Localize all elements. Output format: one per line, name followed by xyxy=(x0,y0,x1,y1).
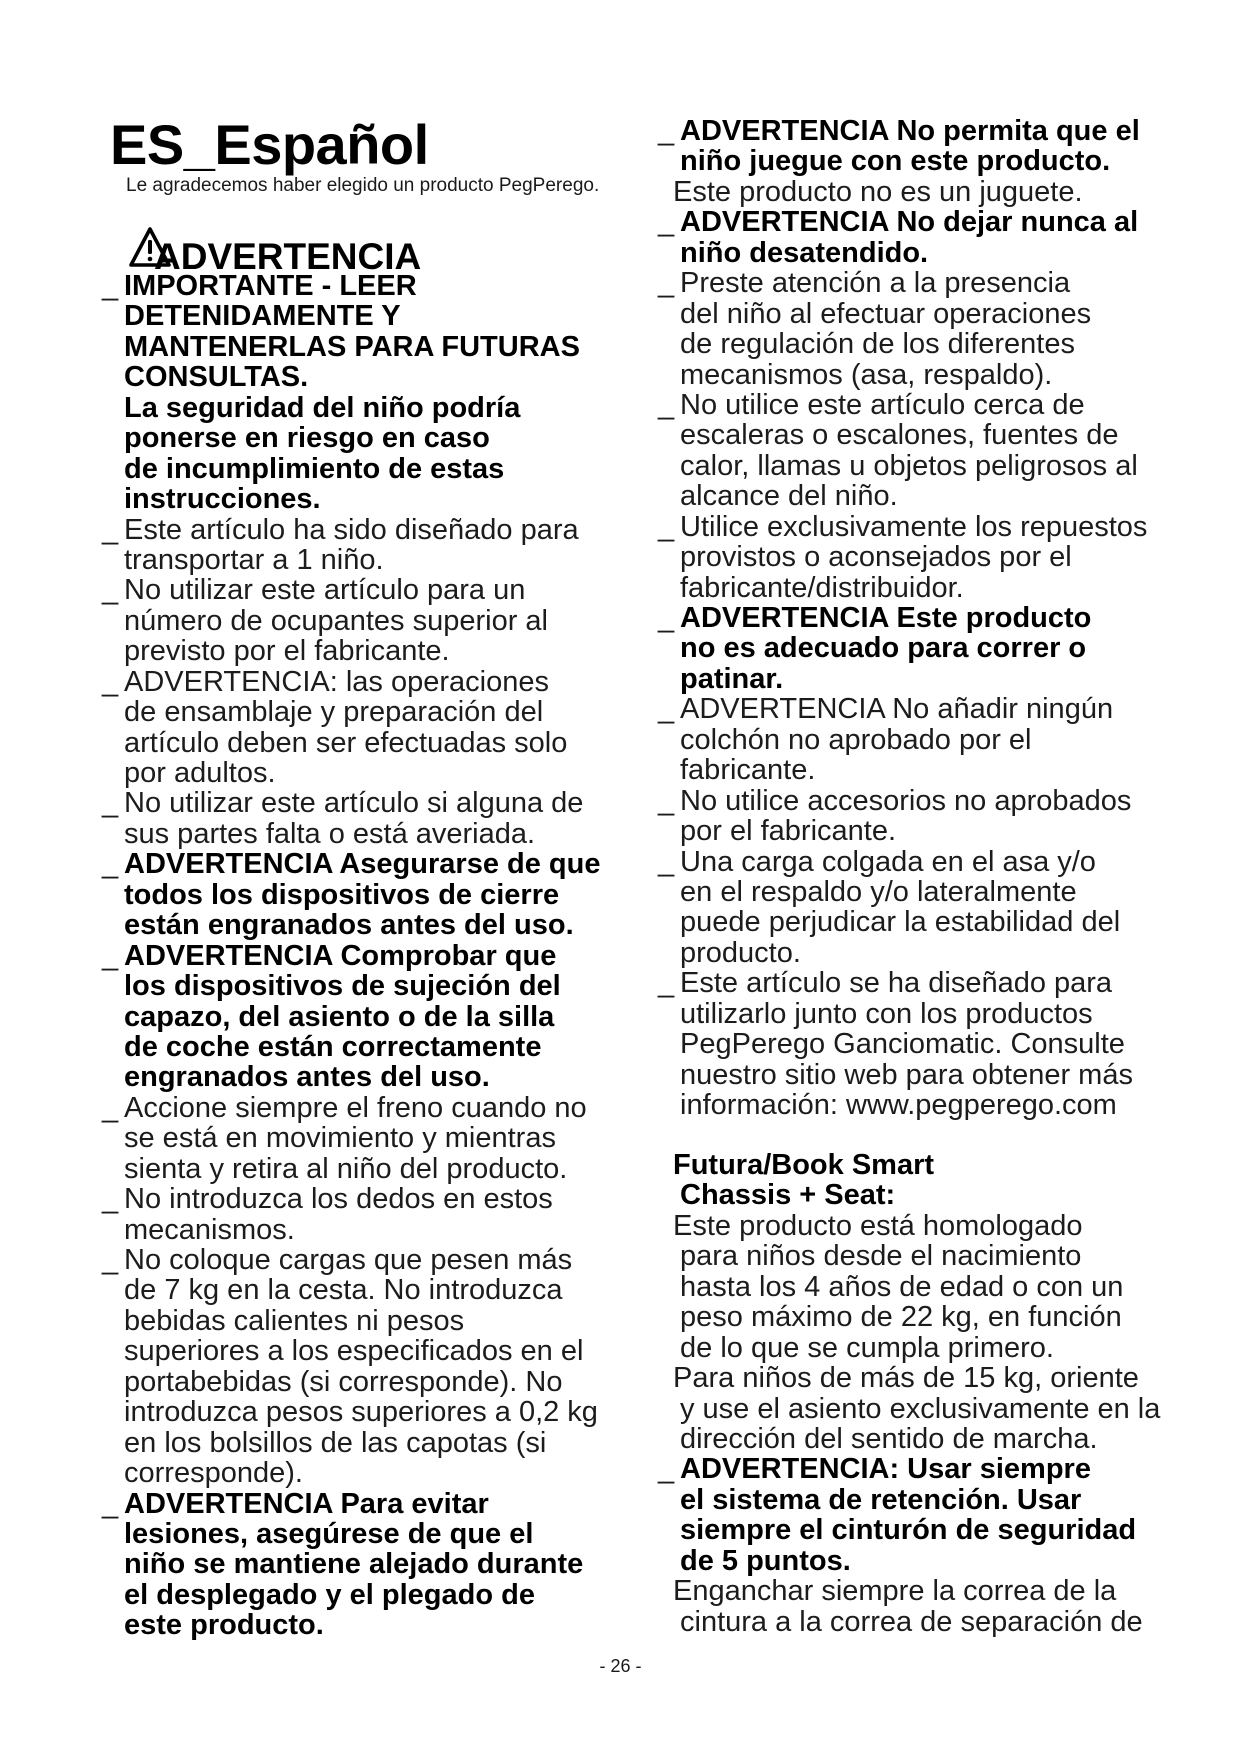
line-text: ADVERTENCIA No añadir ningún xyxy=(680,693,1114,726)
text-line xyxy=(680,1029,1220,1059)
instruction-item xyxy=(658,967,1220,1121)
line-text: número de ocupantes superior al xyxy=(124,604,548,637)
text-line xyxy=(680,816,1220,846)
text-line xyxy=(102,513,624,546)
bullet-mark: _ xyxy=(658,1453,675,1486)
text-line xyxy=(673,177,1220,207)
line-text: en el respaldo y/o lateralmente xyxy=(680,875,1077,908)
line-text: ADVERTENCIA No permita que el xyxy=(680,115,1140,147)
bullet-mark: _ xyxy=(658,510,675,543)
warning-heading xyxy=(128,226,438,277)
bullet-mark: _ xyxy=(102,848,119,881)
text-line xyxy=(124,1336,624,1366)
bullet-mark: _ xyxy=(658,967,675,1000)
instruction-item xyxy=(102,665,624,789)
line-text: bebidas calientes ni pesos xyxy=(124,1304,465,1337)
line-text: ponerse en riesgo en caso xyxy=(124,422,490,455)
paragraph xyxy=(673,1209,1220,1364)
text-line xyxy=(102,665,624,698)
text-line xyxy=(680,1060,1220,1090)
instruction-item xyxy=(658,1453,1220,1577)
product-section xyxy=(658,1149,1220,1638)
text-line xyxy=(124,1458,624,1488)
text-line xyxy=(680,1546,1220,1576)
line-text: lesiones, asegúrese de que el xyxy=(124,1517,534,1550)
text-line xyxy=(680,1302,1220,1332)
text-line xyxy=(658,784,1220,817)
text-line xyxy=(124,971,624,1001)
bullet-mark: _ xyxy=(102,665,119,698)
text-line xyxy=(680,481,1220,511)
line-text: superiores a los especificados en el xyxy=(124,1335,584,1368)
line-text: este producto. xyxy=(124,1609,324,1642)
text-line xyxy=(124,606,624,636)
line-text: Utilice exclusivamente los repuestos xyxy=(680,510,1148,543)
bullet-mark: _ xyxy=(658,206,675,239)
text-line xyxy=(124,1275,624,1305)
text-line xyxy=(658,693,1220,726)
text-line xyxy=(658,115,1220,147)
page-subtitle: Le agradecemos haber elegido un producto PegPerego. xyxy=(126,175,600,196)
line-text: para niños desde el nacimiento xyxy=(680,1240,1082,1273)
text-line xyxy=(680,938,1220,968)
line-text: mecanismos. xyxy=(124,1213,295,1246)
line-text: de coche están correctamente xyxy=(124,1030,542,1063)
line-text: Para niños de más de 15 kg, oriente xyxy=(673,1362,1139,1395)
bullet-mark: _ xyxy=(658,784,675,817)
text-line xyxy=(124,1580,624,1610)
line-text: puede perjudicar la estabilidad del xyxy=(680,906,1121,939)
text-line xyxy=(124,1215,624,1245)
text-line xyxy=(680,1515,1220,1545)
line-text: niño juegue con este producto. xyxy=(680,145,1111,178)
text-line xyxy=(124,454,624,484)
line-text: previsto por el fabricante. xyxy=(124,635,450,668)
text-line xyxy=(102,1244,624,1276)
text-line xyxy=(680,360,1220,390)
line-text: introduzca pesos superiores a 0,2 kg xyxy=(124,1396,598,1429)
line-text: mecanismos (asa, respaldo). xyxy=(680,358,1053,391)
text-line xyxy=(124,332,624,362)
text-line xyxy=(680,573,1220,603)
line-text: el desplegado y el plegado de xyxy=(124,1578,535,1611)
line-text: Chassis + Seat: xyxy=(680,1179,896,1212)
page-title: ES_Español xyxy=(110,113,429,176)
instruction-item xyxy=(102,848,624,942)
line-text: La seguridad del niño podría xyxy=(124,391,521,424)
text-line xyxy=(124,484,624,514)
line-text: y use el asiento exclusivamente en la xyxy=(680,1392,1161,1425)
line-text: ADVERTENCIA: las operaciones xyxy=(124,665,549,698)
text-line xyxy=(680,877,1220,907)
text-line xyxy=(124,1610,624,1640)
line-text: están engranados antes del uso. xyxy=(124,909,574,942)
text-line xyxy=(658,267,1220,300)
line-text: fabricante. xyxy=(680,754,816,787)
text-line xyxy=(124,423,624,453)
text-line xyxy=(658,510,1220,543)
line-text: de lo que se cumpla primero. xyxy=(680,1331,1054,1364)
line-text: Este producto no es un juguete. xyxy=(673,175,1083,208)
paragraph xyxy=(673,1362,1220,1455)
text-line xyxy=(124,301,624,331)
instruction-item xyxy=(102,574,624,668)
text-line xyxy=(102,939,624,972)
line-text: Preste atención a la presencia xyxy=(680,267,1071,300)
line-text: colchón no aprobado por el xyxy=(680,723,1032,756)
line-text: información: www.pegperego.com xyxy=(680,1089,1117,1121)
text-line xyxy=(673,1363,1220,1393)
text-line xyxy=(124,697,624,727)
instruction-item xyxy=(658,115,1220,178)
left-column xyxy=(102,270,624,1642)
text-line xyxy=(680,329,1220,359)
text-line xyxy=(124,1519,624,1549)
text-line xyxy=(124,545,624,575)
line-text: CONSULTAS. xyxy=(124,361,309,394)
instruction-item xyxy=(658,267,1220,391)
text-line xyxy=(680,146,1220,176)
instruction-item xyxy=(102,787,624,850)
section-heading xyxy=(673,1149,1220,1212)
line-text: fabricante/distribuidor. xyxy=(680,571,964,604)
text-line xyxy=(680,420,1220,450)
line-text: utilizarlo junto con los productos xyxy=(680,997,1093,1030)
line-text: portabebidas (si corresponde). No xyxy=(124,1365,563,1398)
text-line xyxy=(680,299,1220,329)
text-line xyxy=(658,206,1220,239)
text-line xyxy=(673,1211,1220,1241)
bullet-mark: _ xyxy=(102,1183,119,1216)
text-line xyxy=(680,1607,1220,1637)
text-line xyxy=(124,362,624,392)
text-line xyxy=(673,1576,1220,1606)
text-line xyxy=(102,1091,624,1124)
text-line xyxy=(102,1487,624,1520)
text-line xyxy=(102,848,624,881)
text-line xyxy=(680,1241,1220,1271)
instruction-item xyxy=(658,602,1220,695)
bullet-mark: _ xyxy=(102,1487,119,1520)
text-line xyxy=(124,728,624,758)
text-line xyxy=(680,542,1220,572)
text-line xyxy=(680,1485,1220,1515)
text-line xyxy=(680,451,1220,481)
line-text: capazo, del asiento o de la silla xyxy=(124,1000,555,1033)
line-text: No utilice este artículo cerca de xyxy=(680,388,1085,421)
line-text: los dispositivos de sujeción del xyxy=(124,970,561,1003)
instruction-item xyxy=(658,510,1220,604)
paragraph xyxy=(673,175,1220,208)
warning-heading-label: ADVERTENCIA xyxy=(154,236,422,277)
line-text: por adultos. xyxy=(124,757,276,789)
instruction-item xyxy=(658,693,1220,787)
line-text: MANTENERLAS PARA FUTURAS xyxy=(124,330,580,363)
text-line xyxy=(680,238,1220,268)
line-text: No coloque cargas que pesen más xyxy=(124,1244,573,1276)
line-text: ADVERTENCIA Asegurarse de que xyxy=(124,848,601,881)
line-text: IMPORTANTE - LEER xyxy=(124,270,417,302)
text-line xyxy=(124,910,624,940)
line-text: patinar. xyxy=(680,662,784,695)
line-text: alcance del niño. xyxy=(680,480,898,513)
line-text: de 7 kg en la cesta. No introduzca xyxy=(124,1274,563,1307)
line-text: No utilizar este artículo si alguna de xyxy=(124,787,584,820)
bullet-mark: _ xyxy=(102,270,119,302)
line-text: ADVERTENCIA Comprobar que xyxy=(124,939,557,972)
line-text: transportar a 1 niño. xyxy=(124,543,384,576)
line-text: cintura a la correa de separación de xyxy=(680,1605,1143,1638)
line-text: siempre el cinturón de seguridad xyxy=(680,1514,1137,1547)
text-line xyxy=(673,1150,1220,1180)
bullet-mark: _ xyxy=(102,513,119,546)
text-line xyxy=(680,664,1220,694)
line-text: todos los dispositivos de cierre xyxy=(124,878,560,911)
line-text: DETENIDAMENTE Y xyxy=(124,300,401,333)
line-text: No utilice accesorios no aprobados xyxy=(680,784,1132,817)
line-text: se está en movimiento y mientras xyxy=(124,1122,556,1155)
text-line xyxy=(102,787,624,820)
bullet-mark: _ xyxy=(102,1244,119,1276)
line-text: No introduzca los dedos en estos xyxy=(124,1183,553,1216)
line-text: provistos o aconsejados por el xyxy=(680,541,1072,574)
line-text: Este producto está homologado xyxy=(673,1209,1083,1242)
instruction-item xyxy=(102,513,624,576)
text-line xyxy=(680,1090,1220,1120)
line-text: ADVERTENCIA Para evitar xyxy=(124,1487,489,1520)
page-number: - 26 - xyxy=(599,1656,642,1676)
line-text: Futura/Book Smart xyxy=(673,1149,935,1181)
line-text: producto. xyxy=(680,936,801,969)
text-line xyxy=(658,845,1220,878)
bullet-mark: _ xyxy=(658,845,675,878)
line-text: en los bolsillos de las capotas (si xyxy=(124,1426,547,1459)
line-text: de incumplimiento de estas xyxy=(124,452,505,485)
line-text: corresponde). xyxy=(124,1457,303,1490)
text-line xyxy=(680,1180,1220,1210)
line-text: por el fabricante. xyxy=(680,815,897,848)
line-text: de ensamblaje y preparación del xyxy=(124,696,544,729)
line-text: nuestro sitio web para obtener más xyxy=(680,1058,1133,1091)
instruction-item xyxy=(102,270,624,516)
text-line xyxy=(124,1032,624,1062)
line-text: sus partes falta o está averiada. xyxy=(124,817,536,850)
bullet-mark: _ xyxy=(102,939,119,972)
line-text: escaleras o escalones, fuentes de xyxy=(680,419,1119,452)
text-line xyxy=(124,819,624,849)
text-line xyxy=(680,725,1220,755)
instruction-item xyxy=(102,1487,624,1642)
bullet-mark: _ xyxy=(102,787,119,820)
instruction-item xyxy=(102,1244,624,1490)
text-line xyxy=(124,636,624,666)
line-text: Una carga colgada en el asa y/o xyxy=(680,845,1096,878)
text-line xyxy=(124,393,624,423)
bullet-mark: _ xyxy=(658,693,675,726)
text-line xyxy=(124,1123,624,1153)
text-line xyxy=(102,574,624,607)
line-text: calor, llamas u objetos peligrosos al xyxy=(680,449,1138,482)
line-text: peso máximo de 22 kg, en función xyxy=(680,1301,1122,1334)
text-line xyxy=(124,880,624,910)
bullet-mark: _ xyxy=(102,574,119,607)
line-text: del niño al efectuar operaciones xyxy=(680,297,1092,330)
line-text: de 5 puntos. xyxy=(680,1544,851,1577)
line-text: de regulación de los diferentes xyxy=(680,328,1075,361)
line-text: no es adecuado para correr o xyxy=(680,632,1087,665)
line-text: Accione siempre el freno cuando no xyxy=(124,1091,587,1124)
bullet-mark: _ xyxy=(102,1091,119,1124)
text-line xyxy=(102,1183,624,1216)
text-line xyxy=(658,602,1220,634)
text-line xyxy=(124,1154,624,1184)
warning-triangle-icon xyxy=(128,226,172,268)
line-text: sienta y retira al niño del producto. xyxy=(124,1152,568,1185)
text-line xyxy=(124,1306,624,1336)
line-text: engranados antes del uso. xyxy=(124,1061,490,1094)
bullet-mark: _ xyxy=(658,115,675,147)
text-line xyxy=(680,1424,1220,1454)
text-line xyxy=(658,967,1220,1000)
line-text: ADVERTENCIA Este producto xyxy=(680,602,1092,634)
line-text: el sistema de retención. Usar xyxy=(680,1483,1082,1516)
instruction-item xyxy=(102,1091,624,1185)
line-text: instrucciones. xyxy=(124,483,321,516)
line-text: ADVERTENCIA No dejar nunca al xyxy=(680,206,1139,239)
text-line xyxy=(124,1002,624,1032)
text-line xyxy=(124,758,624,788)
line-text: No utilizar este artículo para un xyxy=(124,574,526,607)
instruction-item xyxy=(102,1183,624,1246)
text-line xyxy=(124,1428,624,1458)
text-line xyxy=(124,1397,624,1427)
line-text: Enganchar siempre la correa de la xyxy=(673,1575,1117,1608)
line-text: Este artículo se ha diseñado para xyxy=(680,967,1113,1000)
line-text: hasta los 4 años de edad o con un xyxy=(680,1270,1124,1303)
instruction-item xyxy=(658,784,1220,848)
line-text: Este artículo ha sido diseñado para xyxy=(124,513,579,546)
text-line xyxy=(124,1549,624,1579)
text-line xyxy=(680,1333,1220,1363)
text-line xyxy=(680,1272,1220,1302)
instruction-item xyxy=(658,845,1220,969)
text-line xyxy=(680,907,1220,937)
line-text: dirección del sentido de marcha. xyxy=(680,1422,1098,1455)
text-line xyxy=(658,388,1220,421)
paragraph xyxy=(673,1575,1220,1638)
text-line xyxy=(124,1062,624,1092)
text-line xyxy=(680,755,1220,785)
bullet-mark: _ xyxy=(658,388,675,421)
instruction-item xyxy=(102,939,624,1094)
text-line xyxy=(680,1394,1220,1424)
instruction-item xyxy=(658,206,1220,269)
bullet-mark: _ xyxy=(658,267,675,300)
line-text: ADVERTENCIA: Usar siempre xyxy=(680,1453,1091,1486)
line-text: niño desatendido. xyxy=(680,236,929,269)
text-line xyxy=(658,1453,1220,1486)
text-line xyxy=(124,1367,624,1397)
line-text: artículo deben ser efectuadas solo xyxy=(124,726,568,759)
line-text: niño se mantiene alejado durante xyxy=(124,1548,584,1581)
bullet-mark: _ xyxy=(658,602,675,634)
right-column xyxy=(658,115,1220,1121)
text-line xyxy=(680,633,1220,663)
line-text: PegPerego Ganciomatic. Consulte xyxy=(680,1028,1125,1061)
text-line xyxy=(680,999,1220,1029)
instruction-item xyxy=(658,388,1220,513)
